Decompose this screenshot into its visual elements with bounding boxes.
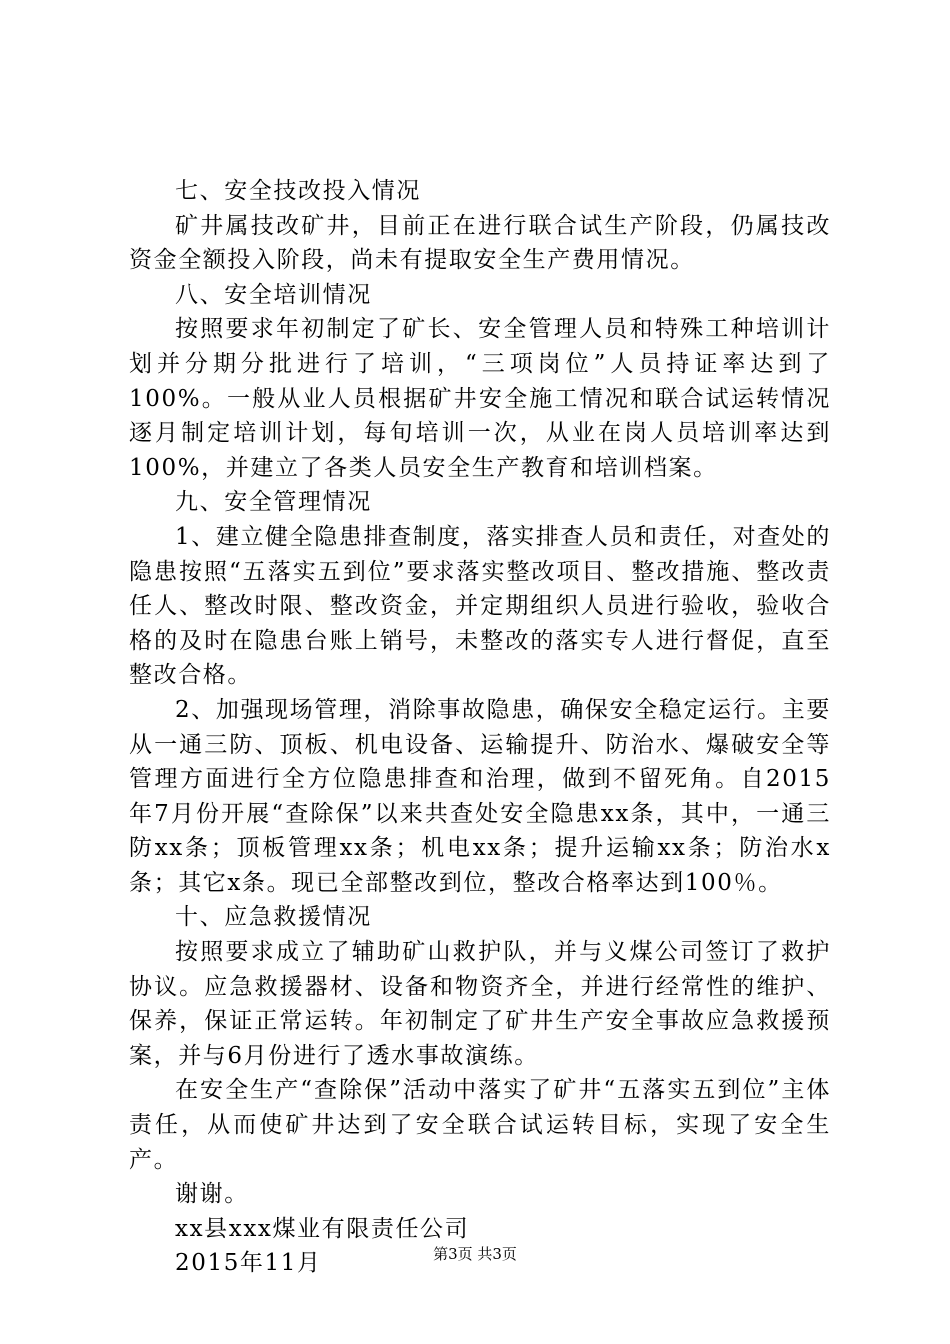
paragraph-management-1: 1、建立健全隐患排查制度，落实排查人员和责任，对查处的隐患按照“五落实五到位”要求落实整改项目、整改措施、整改责任人、整改时限、整改资金，并定期组织人员进行验收，验收合格的及时在隐患台账上销号，未整改的落实专人进行督促，直至整改合格。	[129, 523, 831, 689]
section-heading-10: 十、应急救援情况	[175, 904, 372, 931]
paragraph-conclusion: 在安全生产“查除保”活动中落实了矿井“五落实五到位”主体责任，从而使矿井达到了安全联合试运转目标，实现了安全生产。	[129, 1077, 831, 1173]
document-body	[129, 174, 831, 1281]
paragraph-tech-investment: 矿井属技改矿井，目前正在进行联合试生产阶段，仍属技改资金全额投入阶段，尚未有提取安全生产费用情况。	[129, 212, 831, 274]
section-heading-7: 七、安全技改投入情况	[175, 178, 421, 204]
section-heading-8: 八、安全培训情况	[175, 281, 372, 308]
paragraph-emergency: 按照要求成立了辅助矿山救护队，并与义煤公司签订了救护协议。应急救援器材、设备和物资齐全，并进行经常性的维护、保养，保证正常运转。年初制定了矿井生产安全事故应急救援预案，并与6月份进行了透水事故演练。	[129, 939, 831, 1069]
signature-date: 2015年11月	[175, 1250, 322, 1277]
section-heading-9: 九、安全管理情况	[175, 489, 372, 516]
closing-thanks: 谢谢。	[175, 1181, 249, 1208]
paragraph-training: 按照要求年初制定了矿长、安全管理人员和特殊工种培训计划并分期分批进行了培训，“三项岗位”人员持证率达到了100%。一般从业人员根据矿井安全施工情况和联合试运转情况逐月制定培训计划，每旬培训一次，从业在岗人员培训率达到100%，并建立了各类人员安全生产教育和培训档案。	[129, 316, 831, 481]
signature-company: xx县xxx煤业有限责任公司	[175, 1215, 470, 1242]
page-footer: 第3页 共3页	[433, 1245, 517, 1263]
paragraph-management-2: 2、加强现场管理，消除事故隐患，确保安全稳定运行。主要从一通三防、顶板、机电设备、运输提升、防治水、爆破安全等管理方面进行全方位隐患排查和治理，做到不留死角。自2015年7月份开展“查除保”以来共查处安全隐患xx条，其中，一通三防xx条；顶板管理xx条；机电xx条；提升运输xx条；防治水x条；其它x条。现已全部整改到位，整改合格率达到100％。	[129, 696, 831, 896]
